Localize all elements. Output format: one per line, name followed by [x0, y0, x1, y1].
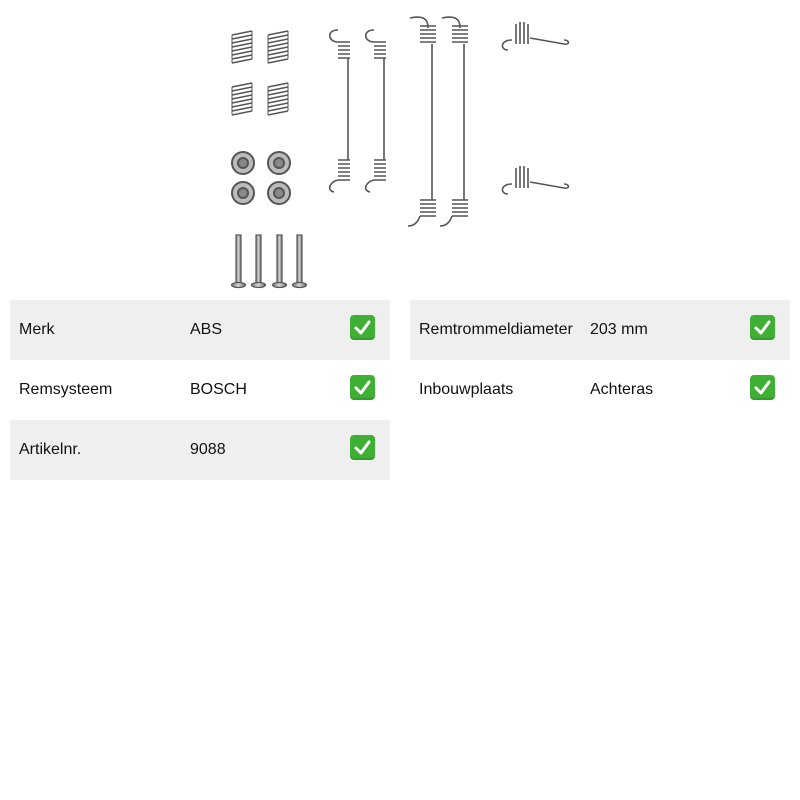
spec-row-brake-system — [10, 360, 390, 420]
check-mark-icon — [350, 315, 375, 340]
spec-value: BOSCH — [190, 381, 247, 398]
spec-label: Merk — [19, 321, 55, 338]
check-mark-icon — [350, 435, 375, 460]
spec-label: Remtrommeldiameter — [419, 321, 573, 338]
spec-row-article-number — [10, 420, 390, 480]
product-image — [220, 10, 580, 292]
check-mark-icon — [750, 315, 775, 340]
brake-shoe-spring-kit-image — [220, 10, 580, 292]
spec-value: 9088 — [190, 441, 226, 458]
spec-value: Achteras — [590, 381, 654, 398]
spec-table-left — [10, 300, 390, 480]
spec-label: Remsysteem — [19, 381, 113, 398]
spec-label: Inbouwplaats — [419, 381, 514, 398]
spec-row-mounting-position — [410, 360, 790, 420]
spec-row-brand — [10, 300, 390, 360]
check-mark-icon — [750, 375, 775, 400]
spec-value: ABS — [190, 321, 223, 338]
spec-row-drum-diameter — [410, 300, 790, 360]
spec-value: 203 mm — [590, 321, 648, 338]
spec-label: Artikelnr. — [19, 441, 82, 458]
spec-table-right — [410, 300, 790, 420]
check-mark-icon — [350, 375, 375, 400]
